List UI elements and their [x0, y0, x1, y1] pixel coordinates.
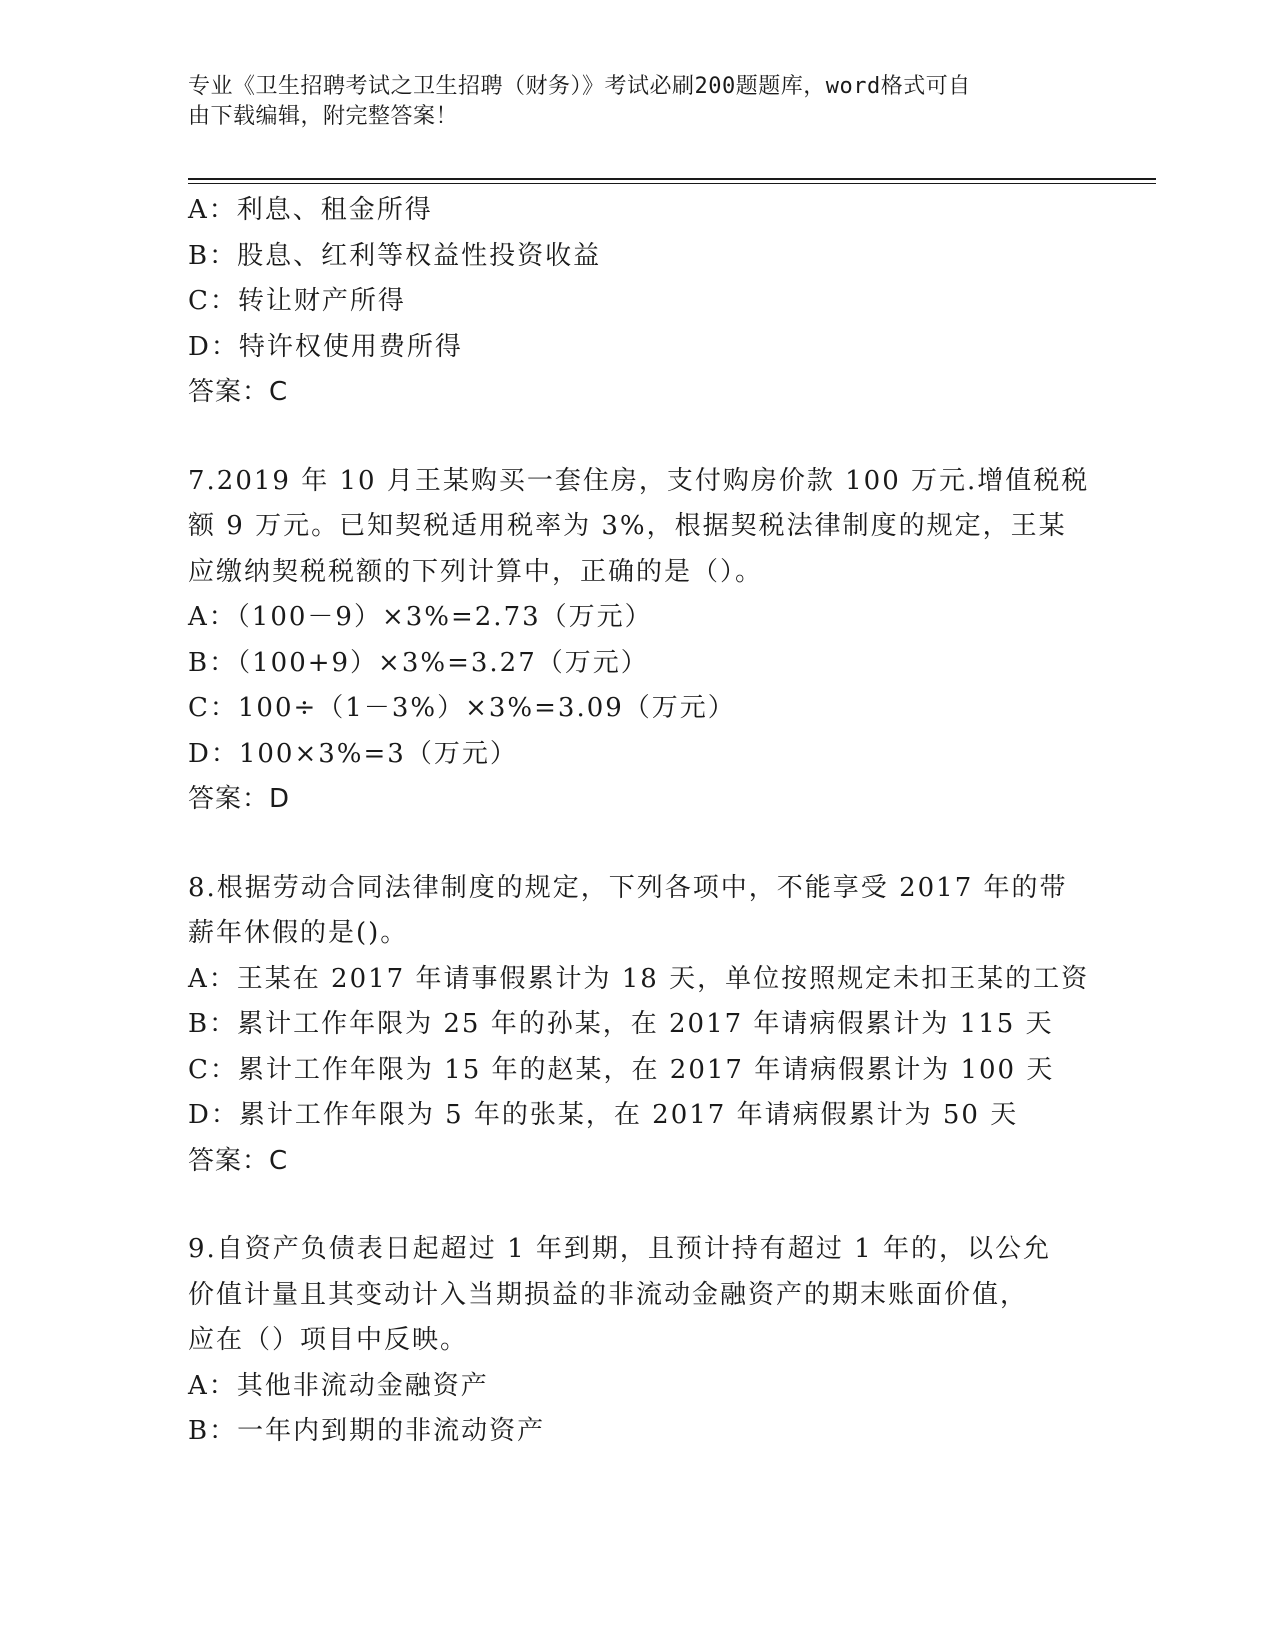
q7-stem-line-1: 7.2019 年 10 月王某购买一套住房，支付购房价款 100 万元.增值税税 [188, 465, 1090, 496]
q7-option-d: D：100×3%=3（万元） [188, 738, 518, 769]
q6-option-c: C：转让财产所得 [188, 286, 406, 316]
q9-stem-line-1: 9.自资产负债表日起超过 1 年到期，且预计持有超过 1 年的，以公允 [188, 1234, 1051, 1264]
q7-answer: 答案：D [188, 784, 291, 814]
q8-option-d: D：累计工作年限为 5 年的张某，在 2017 年请病假累计为 50 天 [188, 1100, 1019, 1130]
q8-option-c: C：累计工作年限为 15 年的赵某，在 2017 年请病假累计为 100 天 [188, 1054, 1055, 1085]
header-rule-thick [188, 178, 1156, 180]
question-9 [188, 1227, 1148, 1455]
q8-stem-line-1: 8.根据劳动合同法律制度的规定，下列各项中，不能享受 2017 年的带 [188, 872, 1068, 903]
q6-option-b: B：股息、红利等权益性投资收益 [188, 240, 602, 271]
q7-option-b: B：（100+9）×3%=3.27（万元） [188, 647, 649, 678]
q8-stem-line-2: 薪年休假的是()。 [188, 918, 409, 948]
question-7 [188, 459, 1148, 823]
q7-stem-line-3: 应缴纳契税税额的下列计算中，正确的是（）。 [188, 556, 764, 587]
question-6-tail [188, 188, 1148, 416]
q6-option-a: A：利息、租金所得 [188, 195, 433, 225]
q6-option-d: D：特许权使用费所得 [188, 331, 463, 362]
q6-answer: 答案：C [188, 377, 289, 407]
q9-stem-line-3: 应在（）项目中反映。 [188, 1325, 469, 1355]
q7-stem-line-2: 额 9 万元。已知契税适用税率为 3%，根据契税法律制度的规定，王某 [188, 511, 1067, 541]
q9-stem-line-2: 价值计量且其变动计入当期损益的非流动金融资产的期末账面价值， [188, 1279, 1029, 1310]
header-rule-thin [188, 183, 1156, 184]
q9-option-b: B：一年内到期的非流动资产 [188, 1416, 546, 1446]
question-gap [188, 1184, 1148, 1227]
q8-answer: 答案：C [188, 1145, 289, 1176]
q7-option-a: A：（100－9）×3%=2.73（万元） [188, 602, 653, 632]
question-gap [188, 823, 1148, 866]
q9-option-a: A：其他非流动金融资产 [188, 1370, 489, 1401]
header-line-2: 由下载编辑，附完整答案！ [188, 104, 459, 129]
q8-option-a: A：王某在 2017 年请事假累计为 18 天，单位按照规定未扣王某的工资 [188, 963, 1090, 994]
question-gap [188, 416, 1148, 459]
q7-option-c: C：100÷（1－3%）×3%=3.09（万元） [188, 693, 736, 723]
q8-option-b: B：累计工作年限为 25 年的孙某，在 2017 年请病假累计为 115 天 [188, 1009, 1054, 1039]
question-list [188, 188, 1148, 1455]
document-header [188, 72, 1068, 132]
header-line-1: 专业《卫生招聘考试之卫生招聘（财务）》考试必刷200题题库，word格式可自 [188, 74, 971, 99]
question-8 [188, 866, 1148, 1185]
